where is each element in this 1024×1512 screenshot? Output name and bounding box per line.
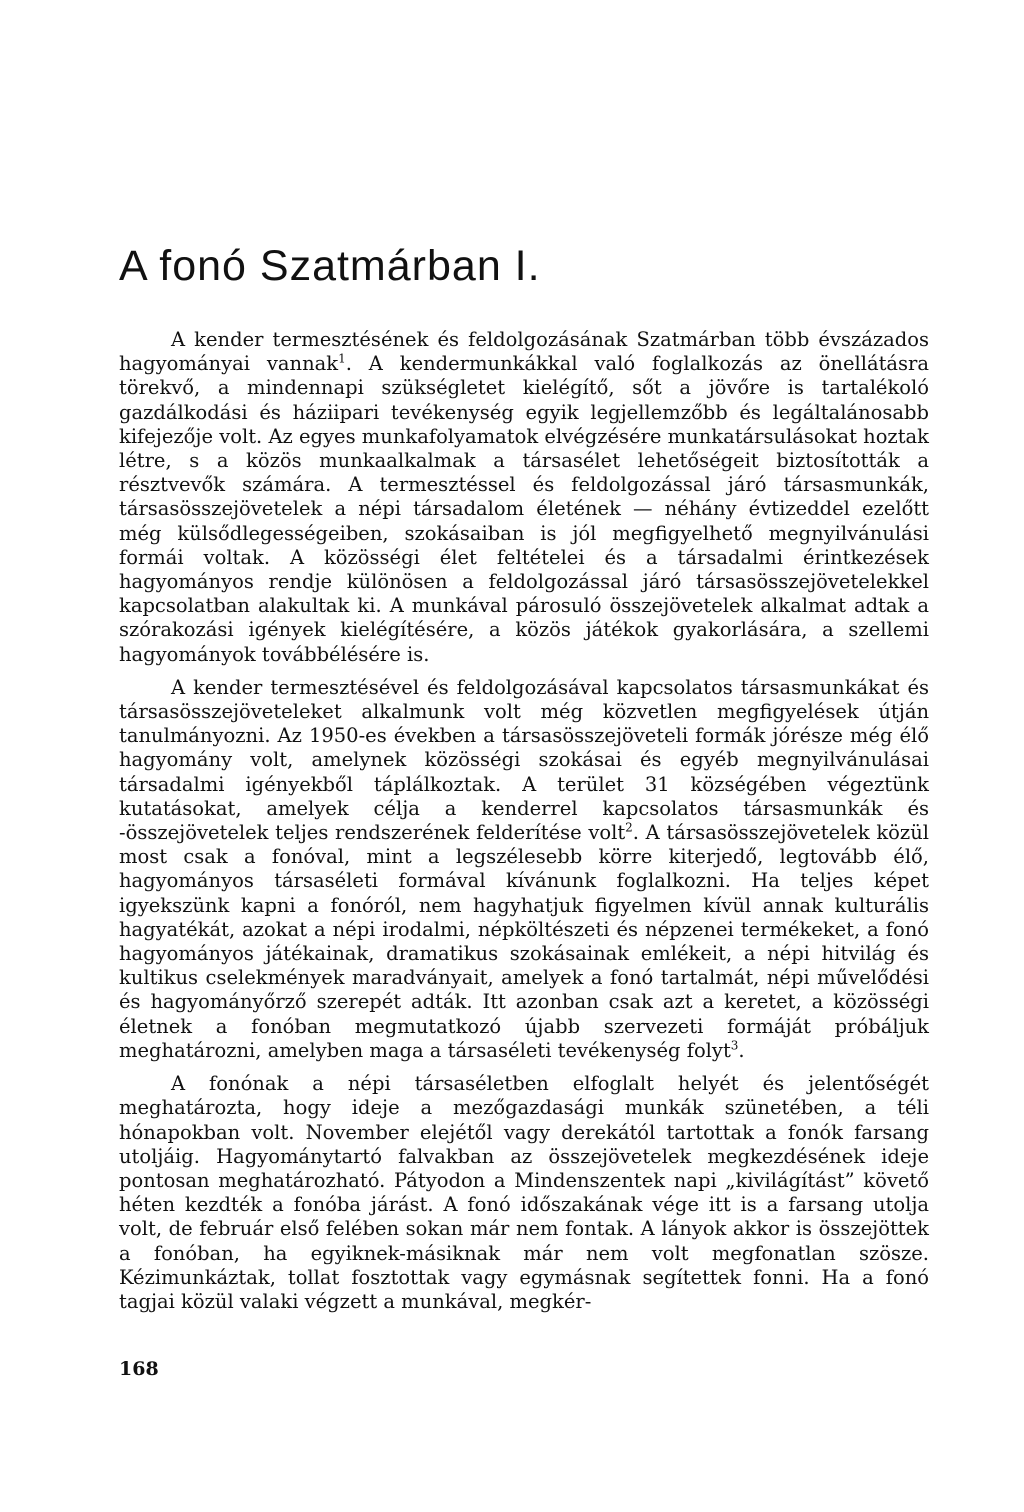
page-title: A fonó Szatmárban I. <box>119 242 541 290</box>
footnote-marker: 3 <box>730 1038 739 1053</box>
paragraph-2 <box>119 676 929 1063</box>
paragraph-text: A kender termesztésének és feldolgozásának Szatmárban több évszázados hagyományai vannak <box>119 328 929 376</box>
paragraph-text: A kender termesztésével és feldolgozásával kapcsolatos társasmunkákat és társasösszejöveteleket alkalmunk volt még közvetlen megfigyelések útján tanulmányozni. Az 1950-es években a társasösszejöveteli formák jórésze még élő hagyomány volt, amelynek közösségi szokásai és egyéb megnyilvánulásai társadalmi igényekből táplálkoztak. A terület 31 községében végeztünk kutatásokat, amelyek célja a kenderrel kapcsolatos társasmunkák és -összejövetelek teljes rendszerének felderítése volt <box>119 675 929 845</box>
paragraph-text: A fonónak a népi társaséletben elfoglalt helyét és jelentőségét meghatározta, hogy ideje a mezőgazdasági munkák szünetében, a téli hónapokban volt. November elejétől vagy derekától tartottak a fonók farsang utoljáig. Hagyománytartó falvakban az összejövetelek megkezdésének ideje pontosan meghatározható. Pátyodon a Mindenszentek napi „kivilágítást” követő héten kezdték a fonóba járást. A fonó időszakának vége itt is a farsang utolja volt, de február első felében sokan már nem fontak. A lányok akkor is összejöttek a fonóban, ha egyiknek-másiknak már nem volt megfonatlan szösze. Kézimunkáztak, tollat fosztottak vagy egymásnak segítettek fonni. Ha a fonó tagjai közül valaki végzett a munkával, megkér- <box>119 1072 929 1313</box>
footnote-marker: 1 <box>338 351 346 366</box>
paragraph-text: . A társasösszejövetelek közül most csak a fonóval, mint a legszélesebb körre kiterjedő, legtovább élő, hagyományos társaséleti formával kívánunk foglalkozni. Ha teljes képet igyekszünk kapni a fonóról, nem hagyhatjuk figyelmen kívül annak kulturális hagyatékát, azokat a népi irodalmi, népköltészeti és népzenei termékeket, a fonó hagyományos játékainak, dramatikus szokásainak emlékeit, a népi hitvilág és kultikus cselekmények maradványait, amelyek a fonó tartalmát, népi művelődési és hagyományőrző szerepét adták. Itt azonban csak azt a keretet, a közösségi életnek a fonóban megmutatkozó újabb szervezeti formáját próbáljuk meghatározni, amelyben maga a társaséleti tevékenység folyt <box>119 821 929 1062</box>
page-number: 168 <box>119 1358 159 1380</box>
body-text <box>119 328 929 1314</box>
paragraph-3 <box>119 1072 929 1314</box>
page-content <box>119 240 929 1314</box>
paragraph-text: . <box>738 1038 745 1062</box>
footnote-marker: 2 <box>625 820 633 835</box>
paragraph-text: . A kendermunkákkal való foglalkozás az önellátásra törekvő, a mindennapi szükségletet kielégítő, sőt a jövőre is tartalékoló gazdálkodási és háziipari tevékenység egyik legjellemzőbb és legáltalánosabb kifejezője volt. Az egyes munkafolyamatok elvégzésére munkatársulásokat hoztak létre, s a közös munkaalkalmak a társasélet lehetőségeit biztosították a résztvevők számára. A termesztéssel és feldolgozással járó társasmunkák, társasösszejövetelek a népi társadalom életének — néhány évtizeddel ezelőtt még külsődlegességeiben, szokásaiban is jól megfigyelhető megnyilvánulási formái voltak. A közösségi élet feltételei és a társadalmi érintkezések hagyományos rendje különösen a feldolgozással járó társasösszejövetelekkel kapcsolatban alakultak ki. A munkával párosuló összejövetelek alkalmat adtak a szórakozási igények kielégítésére, a közös játékok gyakorlására, a szellemi hagyományok továbbélésére is. <box>119 352 929 666</box>
paragraph-1 <box>119 328 929 667</box>
